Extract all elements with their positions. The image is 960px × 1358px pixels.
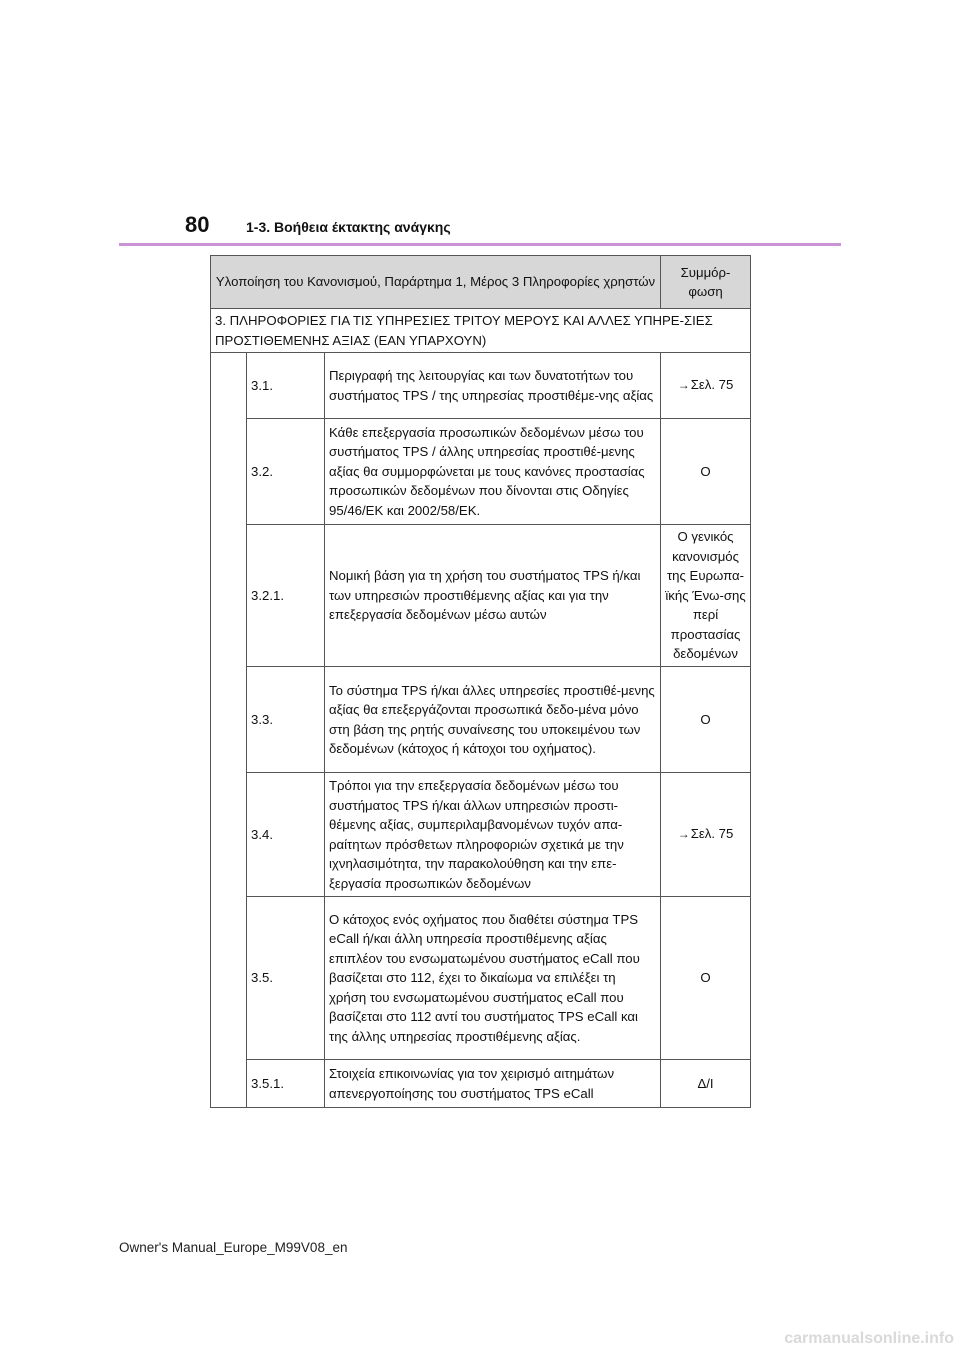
table-row <box>211 1060 751 1108</box>
row-number: 3.3. <box>247 667 325 773</box>
compliance-table <box>210 255 751 1108</box>
row-compliance: Ο <box>661 897 751 1060</box>
row-description: Κάθε επεξεργασία προσωπικών δεδομένων μέσω του συστήματος TPS / άλλης υπηρεσίας προστιθέ-μενης αξίας θα συμμορφώνεται με τους κανόνες προστασίας προσωπικών δεδομένων που δίνονται στις Οδηγίες 95/46/ΕΚ και 2002/58/ΕΚ. <box>325 419 661 525</box>
table-row <box>211 419 751 525</box>
row-compliance: Ο <box>661 419 751 525</box>
footer-manual-id: Owner's Manual_Europe_M99V08_en <box>119 1240 348 1255</box>
row-compliance: Ο <box>661 667 751 773</box>
table-row <box>211 353 751 419</box>
row-number: 3.2. <box>247 419 325 525</box>
table-header-row <box>211 256 751 309</box>
arrow-right-icon: → <box>677 827 690 842</box>
row-number: 3.1. <box>247 353 325 419</box>
section-title: 1-3. Βοήθεια έκτακτης ανάγκης <box>246 219 451 235</box>
page-reference: Σελ. 75 <box>690 826 734 842</box>
row-compliance: Δ/Ι <box>661 1060 751 1108</box>
table-row <box>211 773 751 897</box>
row-number: 3.5.1. <box>247 1060 325 1108</box>
arrow-right-icon: → <box>677 378 690 393</box>
row-number: 3.2.1. <box>247 525 325 667</box>
section-heading-row <box>211 309 751 353</box>
page-reference: Σελ. 75 <box>690 377 734 393</box>
row-description: Τρόποι για την επεξεργασία δεδομένων μέσω του συστήματος TPS ή/και άλλων υπηρεσιών προστι-θέμενης αξίας, συμπεριλαμβανομένων τυχόν απα-ραίτητων πρόσθετων πληροφοριών σχετικά με την ιχνηλασιμότητα, την παρακολούθηση και την επε-ξεργασία προσωπικών δεδομένων <box>325 773 661 897</box>
header-compliance: Συμμόρ-φωση <box>661 256 751 309</box>
row-compliance <box>661 773 751 897</box>
indent-cell <box>211 353 247 1108</box>
section-heading: 3. ΠΛΗΡΟΦΟΡΙΕΣ ΓΙΑ ΤΙΣ ΥΠΗΡΕΣΙΕΣ ΤΡΙΤΟΥ ΜΕΡΟΥΣ ΚΑΙ ΑΛΛΕΣ ΥΠΗΡΕ-ΣΙΕΣ ΠΡΟΣΤΙΘΕΜΕΝΗΣ ΑΞΙΑΣ (ΕΑΝ ΥΠΑΡΧΟΥΝ) <box>211 309 751 353</box>
table-row <box>211 897 751 1060</box>
header-rule <box>119 243 841 246</box>
row-number: 3.5. <box>247 897 325 1060</box>
table-row <box>211 667 751 773</box>
row-description: Νομική βάση για τη χρήση του συστήματος TPS ή/και των υπηρεσιών προστιθέμενης αξίας και για την επεξεργασία δεδομένων μέσω αυτών <box>325 525 661 667</box>
page-number: 80 <box>185 212 210 237</box>
watermark: carmanualsonline.info <box>784 1330 954 1347</box>
row-description: Περιγραφή της λειτουργίας και των δυνατοτήτων του συστήματος TPS / της υπηρεσίας προστιθέμε-νης αξίας <box>325 353 661 419</box>
row-description: Στοιχεία επικοινωνίας για τον χειρισμό αιτημάτων απενεργοποίησης του συστήματος TPS eCall <box>325 1060 661 1108</box>
row-description: Ο κάτοχος ενός οχήματος που διαθέτει σύστημα TPS eCall ή/και άλλη υπηρεσία προστιθέμενης αξίας επιπλέον του ενσωματωμένου συστήματος eCall που βασίζεται στο 112, έχει το δικαίωμα να επιλέξει τη χρήση του ενσωματωμένου συστήματος eCall που βασίζεται στο 112 αντί του συστήματος TPS eCall και της άλλης υπηρεσίας προστιθέμενης αξίας. <box>325 897 661 1060</box>
row-description: Το σύστημα TPS ή/και άλλες υπηρεσίες προστιθέ-μενης αξίας θα επεξεργάζονται προσωπικά δεδο-μένα μόνο στη βάση της ρητής συναίνεσης του υποκειμένου των δεδομένων (κάτοχος ή κάτοχοι του οχήματος). <box>325 667 661 773</box>
row-compliance <box>661 353 751 419</box>
row-compliance: Ο γενικός κανονισμός της Ευρωπα-ϊκής Ένω-σης περί προστασίας δεδομένων <box>661 525 751 667</box>
table-row <box>211 525 751 667</box>
header-requirement: Υλοποίηση του Κανονισμού, Παράρτημα 1, Μέρος 3 Πληροφορίες χρηστών <box>211 256 661 309</box>
row-number: 3.4. <box>247 773 325 897</box>
